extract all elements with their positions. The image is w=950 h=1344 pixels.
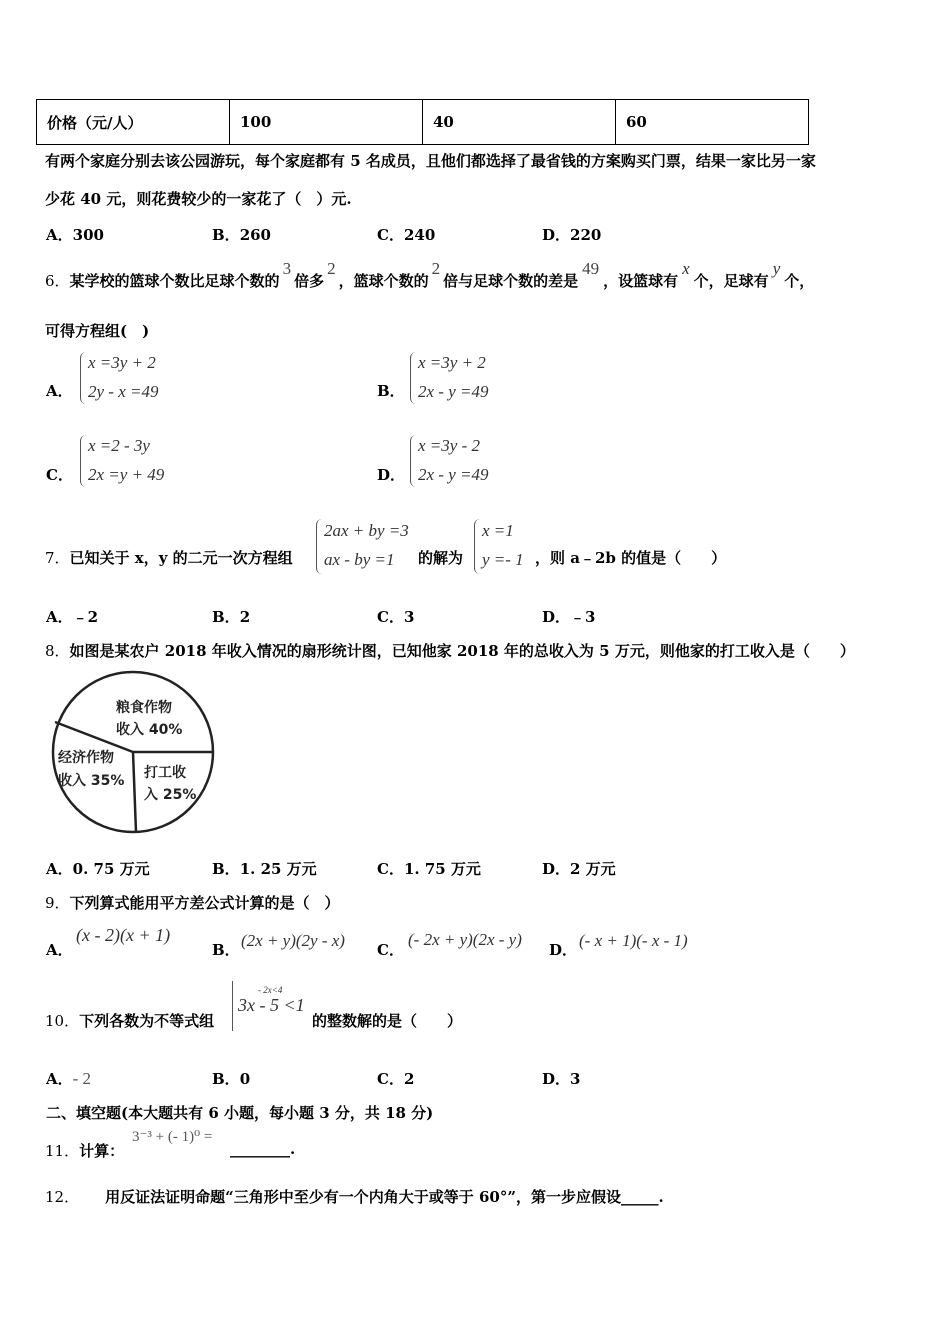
q7-sys2-eq1: x =1	[482, 521, 514, 540]
q8-stem: 8．如图是某农户 2018 年收入情况的扇形统计图，已知他家 2018 年的总收入为 5 万元，则他家的打工收入是（ ）	[45, 642, 855, 660]
q5-option-a[interactable]: A．300	[46, 226, 104, 244]
q6-a-eq2: 2y - x =49	[88, 382, 159, 401]
q8-option-a[interactable]: A．0. 75 万元	[46, 860, 150, 878]
q6-stem-line2: 可得方程组( )	[45, 322, 150, 340]
q12-stem: 12． 用反证法证明命题“三角形中至少有一个内角大于或等于 60°”，第一步应假设_____.	[45, 1188, 664, 1206]
pie-label-grain-l2: 收入 40%	[116, 722, 183, 738]
q7-sys2-eq2: y =- 1	[482, 550, 524, 569]
q6-option-b[interactable]: B．	[377, 382, 405, 400]
q11-expr: 3⁻³ + (- 1)⁰ =	[132, 1129, 213, 1145]
table-cell: 60	[616, 100, 809, 145]
q10-option-d[interactable]: D．3	[542, 1070, 581, 1088]
q9-d-expr: (- x + 1)(- x - 1)	[579, 931, 688, 950]
q7-option-a[interactable]: A．﹣2	[46, 608, 99, 626]
pie-label-economic-l2: 收入 35%	[58, 773, 125, 789]
q5-option-b[interactable]: B．260	[212, 226, 271, 244]
q7-option-d[interactable]: D．﹣3	[542, 608, 596, 626]
q5-text-line2: 少花 40 元，则花费较少的一家花了（ ）元.	[45, 190, 352, 208]
q10-option-a[interactable]: A．- 2	[46, 1069, 92, 1088]
pie-label-economic-l1: 经济作物	[58, 750, 114, 766]
table-cell: 40	[423, 100, 616, 145]
pie-label-labor-l2: 入 25%	[144, 787, 197, 803]
q6-d-eq2: 2x - y =49	[418, 465, 489, 484]
q6-c-eq2: 2x =y + 49	[88, 465, 165, 484]
q11-stem: 11．计算：	[45, 1142, 125, 1160]
q9-b-expr: (2x + y)(2y - x)	[241, 931, 345, 950]
q9-a-expr: (x - 2)(x + 1)	[76, 925, 171, 945]
q10-sys-main: 3x - 5 <1	[238, 995, 305, 1015]
q9-c-expr: (- 2x + y)(2x - y)	[408, 930, 522, 949]
q7-option-b[interactable]: B．2	[212, 608, 251, 626]
q8-option-d[interactable]: D．2 万元	[542, 860, 616, 878]
q8-option-b[interactable]: B．1. 25 万元	[212, 860, 317, 878]
q7-stem-mid: 的解为	[418, 549, 464, 567]
q6-c-eq1: x =2 - 3y	[88, 436, 150, 455]
q12-answer-blank[interactable]: _____	[620, 1188, 659, 1206]
price-table	[36, 99, 809, 145]
q7-sys1-eq1: 2ax + by =3	[324, 521, 409, 540]
q5-option-c[interactable]: C．240	[377, 226, 436, 244]
q5-option-d[interactable]: D．220	[542, 226, 602, 244]
q10-option-c[interactable]: C．2	[377, 1070, 415, 1088]
q10-stem-start: 10．下列各数为不等式组	[45, 1012, 215, 1030]
q6-b-eq2: 2x - y =49	[418, 382, 489, 401]
q7-option-c[interactable]: C．3	[377, 608, 415, 626]
q9-stem: 9．下列算式能用平方差公式计算的是（ ）	[45, 894, 340, 912]
pie-chart	[48, 670, 224, 836]
q7-sys1-eq2: ax - by =1	[324, 550, 395, 569]
q9-option-c[interactable]: C．	[377, 941, 404, 959]
q6-option-a[interactable]: A．	[46, 382, 73, 400]
q6-option-d[interactable]: D．	[377, 466, 406, 484]
table-cell: 100	[230, 100, 423, 145]
q10-option-b[interactable]: B．0	[212, 1070, 251, 1088]
q7-stem-end: ，则 a﹣2b 的值是（ ）	[535, 549, 727, 567]
q9-option-d[interactable]: D．	[549, 941, 578, 959]
table-cell-header: 价格（元/人）	[37, 100, 230, 145]
q10-sys-top: - 2x<4	[258, 985, 283, 995]
q7-stem-start: 7．已知关于 x，y 的二元一次方程组	[45, 549, 293, 567]
q11-answer-blank[interactable]: ________.	[230, 1140, 296, 1158]
q5-text-line1: 有两个家庭分别去该公园游玩，每个家庭都有 5 名成员，且他们都选择了最省钱的方案购买门票，结果一家比另一家	[45, 152, 816, 170]
q8-option-c[interactable]: C．1. 75 万元	[377, 860, 481, 878]
table-row	[37, 100, 809, 145]
section-heading: 二、填空题(本大题共有 6 小题，每小题 3 分，共 18 分)	[46, 1104, 434, 1122]
q10-stem-end: 的整数解的是（ ）	[312, 1012, 463, 1030]
q9-option-b[interactable]: B．	[212, 941, 240, 959]
q6-d-eq1: x =3y - 2	[418, 436, 480, 455]
q6-b-eq1: x =3y + 2	[418, 353, 486, 372]
q6-option-c[interactable]: C．	[46, 466, 73, 484]
q6-stem: 6．某学校的篮球个数比足球个数的3倍多2，篮球个数的2倍与足球个数的差是49，设篮球有x个，足球有y个，	[45, 259, 815, 290]
q6-a-eq1: x =3y + 2	[88, 353, 156, 372]
q10-brace	[232, 981, 235, 1031]
pie-label-grain-l1: 粮食作物	[116, 700, 172, 716]
q9-option-a[interactable]: A．	[46, 941, 73, 959]
pie-label-labor-l1: 打工收	[144, 765, 186, 781]
